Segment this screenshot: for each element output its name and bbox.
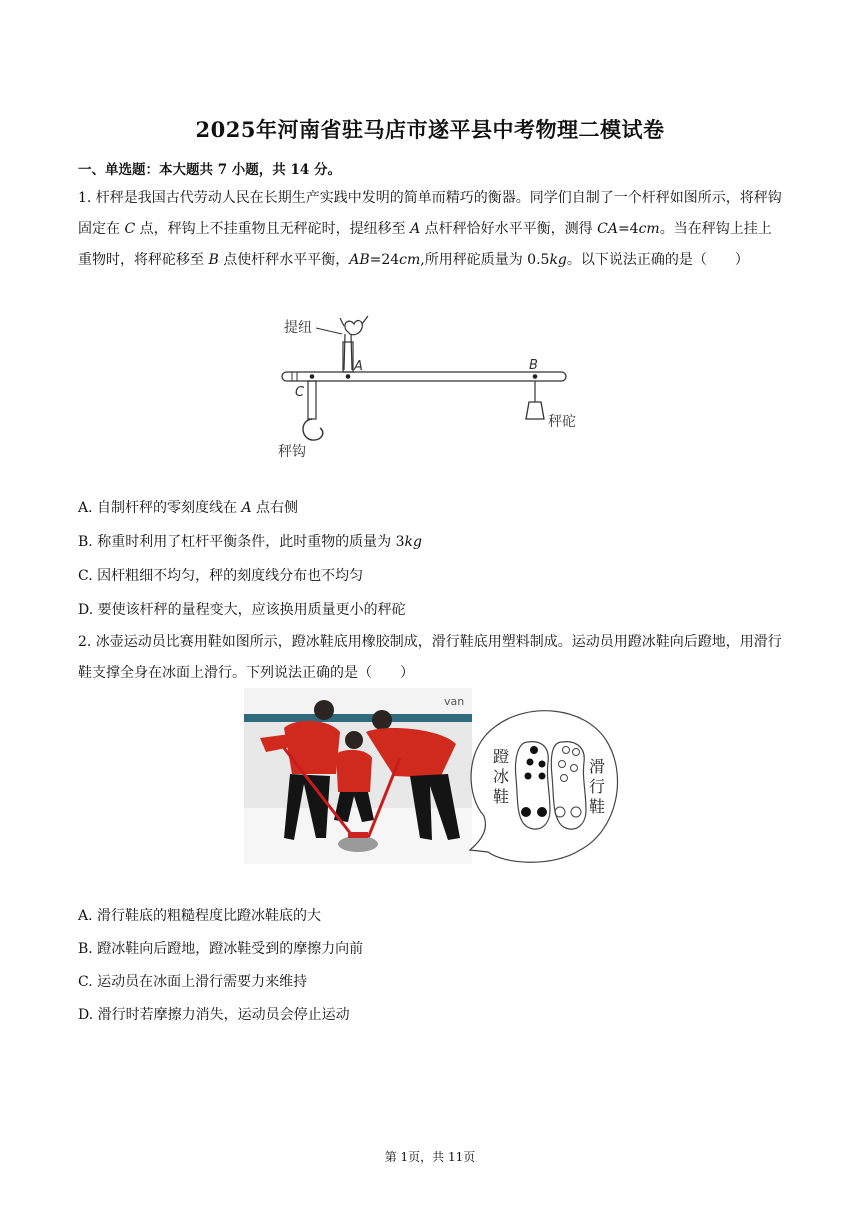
- shoe-label-left-1: 蹬: [493, 747, 510, 766]
- shoe-label-left-2: 冰: [493, 767, 510, 786]
- shoe-label-right-1: 滑: [589, 757, 606, 776]
- label-chengtuo: 秤砣: [548, 414, 576, 430]
- q1-option-a[interactable]: A. 自制杆秤的零刻度线在 A 点右侧: [78, 500, 299, 516]
- steelyard-figure: [270, 312, 580, 462]
- q2-option-b[interactable]: B. 蹬冰鞋向后蹬地，蹬冰鞋受到的摩擦力向前: [78, 941, 364, 957]
- shoe-label-left-3: 鞋: [493, 787, 510, 806]
- q2-option-c[interactable]: C. 运动员在冰面上滑行需要力来维持: [78, 974, 308, 990]
- label-chenggou: 秤钩: [278, 444, 306, 460]
- label-point-b: B: [529, 358, 538, 373]
- label-tiniu: 提纽: [284, 320, 312, 336]
- page-footer: 第 1页，共 11页: [384, 1150, 476, 1164]
- question-1-text: 1. 杆秤是我国古代劳动人民在长期生产实践中发明的简单而精巧的衡器。同学们自制了一个杆秤如图所示，将秤钩固定在 C 点，秤钩上不挂重物且无秤砣时，提纽移至 A 点杆秤恰好水平平衡，测得 CA=4cm。当在秤钩上挂上重物时，将秤砣移至 B 点使杆秤水平平衡，AB=24cm,所用秤砣质量为 0.5kg。以下说法正确的是（ ）: [78, 190, 782, 268]
- question-2-text: 2. 冰壶运动员比赛用鞋如图所示，蹬冰鞋底用橡胶制成，滑行鞋底用塑料制成。运动员用蹬冰鞋向后蹬地，用滑行鞋支撑全身在冰面上滑行。下列说法正确的是（ ）: [78, 634, 782, 681]
- section-heading: 一、单选题：本大题共 7 小题，共 14 分。: [78, 162, 341, 178]
- label-point-a: A: [354, 359, 363, 374]
- shoe-label-right-3: 鞋: [589, 797, 606, 816]
- q1-option-d[interactable]: D. 要使该杆秤的量程变大，应该换用质量更小的秤砣: [78, 602, 406, 618]
- label-point-c: C: [295, 385, 305, 400]
- q2-option-d[interactable]: D. 滑行时若摩擦力消失，运动员会停止运动: [78, 1007, 350, 1023]
- shoe-label-right-2: 行: [589, 777, 606, 796]
- q1-option-c[interactable]: C. 因杆粗细不均匀，秤的刻度线分布也不均匀: [78, 568, 364, 584]
- q1-option-b[interactable]: B. 称重时利用了杠杆平衡条件，此时重物的质量为 3kg: [78, 534, 422, 550]
- page-title: 2025年河南省驻马店市遂平县中考物理二模试卷: [195, 117, 665, 142]
- q2-option-a[interactable]: A. 滑行鞋底的粗糙程度比蹬冰鞋底的大: [78, 908, 322, 924]
- photo-banner-text: van: [444, 695, 465, 708]
- curling-figure: [244, 688, 620, 868]
